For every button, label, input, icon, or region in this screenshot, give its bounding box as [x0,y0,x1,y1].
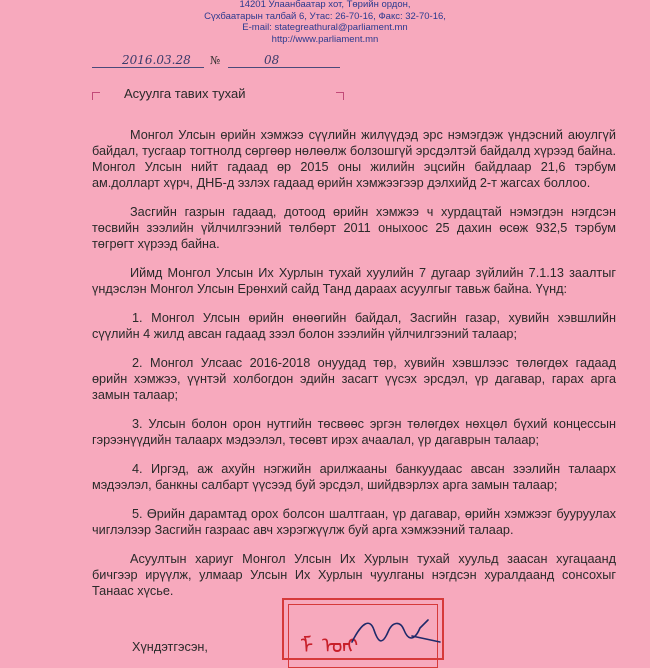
stamp-script-glyph: ᠮ [300,634,314,659]
body-paragraph-1: Монгол Улсын өрийн хэмжээ сүүлийн жилүүдэд эрс нэмэгдэж үндэсний аюулгүй байдал, тусгаар тогтнолд сөргөөр нөлөөлж болзошгүй эрсдэлтэй байдалд хүрээд байна. Монгол Улсын нийт гадаад өр 2015 оны жилийн эцсийн байдлаар 21,6 тэрбум ам.долларт хүрч, ДНБ-д эзлэх гадаад өрийн хэмжээгээр дэлхийд 2-т жагсах боллоо. [92,128,616,190]
subject-bracket-left [92,92,100,100]
number-underline [228,67,340,68]
reference-number: 08 [264,53,280,67]
letterhead-address-line1: 14201 Улаанбаатар хот, Төрийн ордон, [239,0,411,10]
closing-paragraph: Асуултын хариуг Монгол Улсын Их Хурлын тухай хуульд заасан хугацаанд бичгээр ирүүлж, улмаар Улсын Их Хурлын чуулганы нэгдсэн хуралдаанд сонсохыг Танаас хүсье. [92,552,616,598]
letterhead-address [0,0,650,45]
question-item-2: 2. Монгол Улсаас 2016-2018 онуудад төр, хувийн хэвшлээс төлөгдөх гадаад өрийн хэмжээ, үүнтэй холбогдон эдийн засагт үүсэх эрсдэл, үр дагавар, гарах арга замын талаар; [92,356,616,402]
stamp-script-glyph: ᠩ [342,634,359,659]
stamp-script-glyph: ᠣ [322,634,343,659]
question-item-5: 5. Өрийн дарамтад орох болсон шалтгаан, үр дагавар, өрийн хэмжээг бууруулах чиглэлээр Засгийн газраас авч хэрэгжүүлж буй арга хэмжээний талаар. [92,507,616,537]
reference-line [92,54,352,70]
body-paragraph-3: Иймд Монгол Улсын Их Хурлын тухай хуулийн 7 дугаар зүйлийн 7.1.13 заалтыг үндэслэн Монгол Улсын Ерөнхий сайд Танд дараах асуулгыг тавьж байна. Үүнд: [92,266,616,296]
question-item-1: 1. Монгол Улсын өрийн өнөөгийн байдал, Засгийн газар, хувийн хэвшлийн сүүлийн 4 жилд авсан гадаад зээл болон зээлийн үйлчилгээний талаар; [92,311,616,341]
number-label: № [210,54,221,67]
letterhead-website[interactable]: http://www.parliament.mn [271,33,379,45]
question-item-3: 3. Улсын болон орон нутгийн төсвөөс эргэн төлөгдөх нөхцөл бүхий концессын гэрээнүүдийн талаарх мэдээлэл, төсөвт ирэх ачаалал, үр дагаврын талаар; [92,417,616,447]
subject-bracket-right [336,92,344,100]
body-paragraph-2: Засгийн газрын гадаад, дотоод өрийн хэмжээ ч хурдацтай нэмэгдэн нэгдсэн төсвийн зээлийн үйлчилгээний төлбөрт 2011 оныхоос 25 дахин өсөж 932,5 тэрбум төгрөгт хүрээд байна. [92,205,616,251]
letter-body [92,127,616,612]
question-item-4: 4. Иргэд, аж ахуйн нэгжийн арилжааны банкуудаас авсан зээлийн талаарх мэдээлэл, банкны салбарт үүсээд буй эрсдэл, шийдвэрлэх арга замын талаар; [92,462,616,492]
signature-icon [348,612,448,650]
letterhead-address-line2: Сүхбаатарын талбай 6, Утас: 26-70-16, Факс: 32-70-16, [204,10,446,22]
reference-date: 2016.03.28 [122,53,191,67]
signoff: Хүндэтгэсэн, [132,640,208,654]
date-underline [92,67,204,68]
letterhead-email: E-mail: stategreathural@parliament.mn [242,22,408,33]
subject-title: Асуулга тавих тухай [124,86,246,101]
